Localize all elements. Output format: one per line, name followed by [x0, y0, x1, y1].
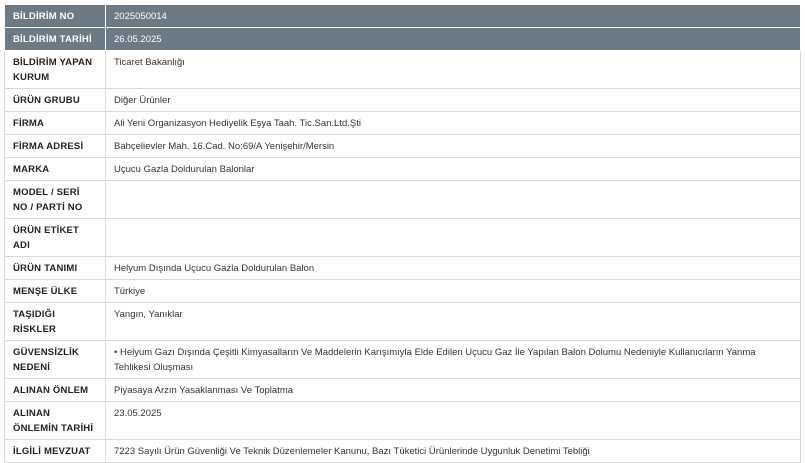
row-value: Uçucu Gazla Doldurulan Balonlar [106, 158, 801, 181]
row-value: Ali Yeni Organizasyon Hediyelik Eşya Taah. Tic.San.Ltd.Şti [106, 112, 801, 135]
row-value: 26.05.2025 [106, 28, 801, 51]
row-value [106, 181, 801, 219]
table-row [5, 280, 801, 303]
row-label: MARKA [5, 158, 106, 181]
row-label: İLGİLİ MEVZUAT [5, 440, 106, 463]
row-value: Piyasaya Arzın Yasaklanması Ve Toplatma [106, 379, 801, 402]
table-row [5, 379, 801, 402]
row-value: • Helyum Gazı Dışında Çeşitli Kimyasalların Ve Maddelerin Karışımıyla Elde Edilen Uçucu Gaz İle Yapılan Balon Dolumu Nedeniyle Kullanıcıların Yanma Tehlikesi Oluşması [106, 341, 801, 379]
table-row [5, 51, 801, 89]
table-row [5, 303, 801, 341]
row-label: BİLDİRİM NO [5, 5, 106, 28]
row-label: GÜVENSİZLİK NEDENİ [5, 341, 106, 379]
row-label: MENŞE ÜLKE [5, 280, 106, 303]
row-label: ÜRÜN GRUBU [5, 89, 106, 112]
row-value: Diğer Ürünler [106, 89, 801, 112]
row-value: Bahçelievler Mah. 16.Cad. No:69/A Yenişehir/Mersin [106, 135, 801, 158]
table-row [5, 112, 801, 135]
notification-detail [4, 4, 801, 463]
table-row [5, 158, 801, 181]
row-label: ÜRÜN ETİKET ADI [5, 219, 106, 257]
table-row [5, 341, 801, 379]
table-row [5, 402, 801, 440]
table-row [5, 5, 801, 28]
row-value: Ticaret Bakanlığı [106, 51, 801, 89]
table-row [5, 28, 801, 51]
row-label: ALINAN ÖNLEMİN TARİHİ [5, 402, 106, 440]
table-row [5, 181, 801, 219]
row-value [106, 219, 801, 257]
row-value: Türkiye [106, 280, 801, 303]
row-label: TAŞIDIĞI RİSKLER [5, 303, 106, 341]
row-label: ALINAN ÖNLEM [5, 379, 106, 402]
table-row [5, 219, 801, 257]
row-value: 2025050014 [106, 5, 801, 28]
row-value: 7223 Sayılı Ürün Güvenliği Ve Teknik Düzenlemeler Kanunu, Bazı Tüketici Ürünlerinde Uygunluk Denetimi Tebliği [106, 440, 801, 463]
row-label: BİLDİRİM TARİHİ [5, 28, 106, 51]
row-label: BİLDİRİM YAPAN KURUM [5, 51, 106, 89]
row-value: Helyum Dışında Uçucu Gazla Doldurulan Balon [106, 257, 801, 280]
table-row [5, 135, 801, 158]
table-row [5, 89, 801, 112]
notification-table [4, 4, 801, 463]
row-label: FİRMA [5, 112, 106, 135]
row-label: FİRMA ADRESİ [5, 135, 106, 158]
table-row [5, 440, 801, 463]
table-row [5, 257, 801, 280]
row-value: Yangın, Yanıklar [106, 303, 801, 341]
row-label: ÜRÜN TANIMI [5, 257, 106, 280]
row-value: 23.05.2025 [106, 402, 801, 440]
row-label: MODEL / SERİ NO / PARTİ NO [5, 181, 106, 219]
